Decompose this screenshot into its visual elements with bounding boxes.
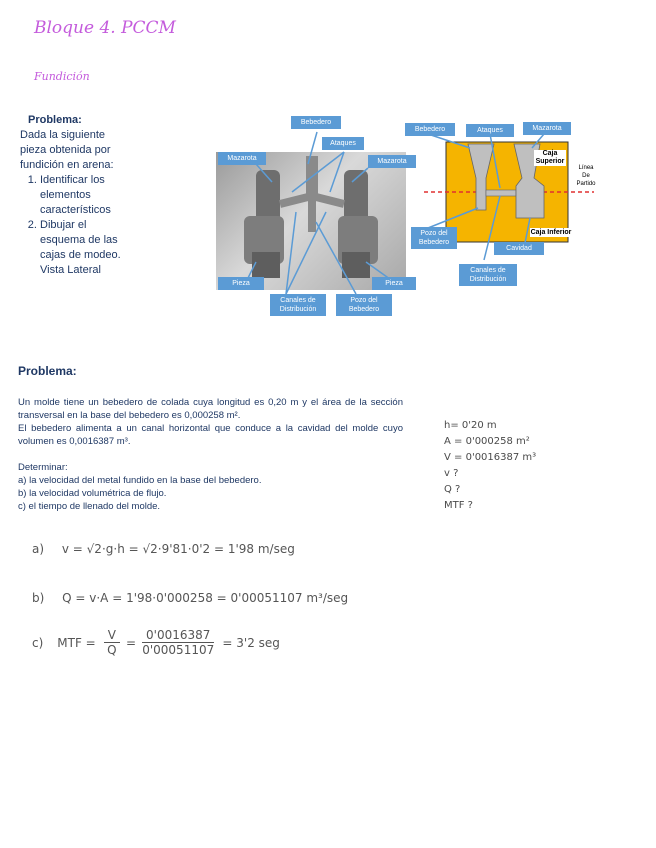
fraction1-denominator: Q <box>107 643 117 657</box>
problem2-item: b) la velocidad volumétrica de flujo. <box>18 488 167 499</box>
label-canales-distribucion: Canales de Distribución <box>459 264 517 286</box>
unknown-q: Q ? <box>444 484 461 495</box>
fraction2-numerator: 0'0016387 <box>142 628 214 643</box>
label-mazarota: Mazarota <box>218 152 266 165</box>
label-bebedero: Bebedero <box>405 123 455 136</box>
label-ataques: Ataques <box>466 124 514 137</box>
problem1-intro: Dada la siguiente pieza obtenida por fundición en arena: <box>20 129 114 171</box>
given-h: h= 0'20 m <box>444 420 497 431</box>
solution-c-result: = 3'2 seg <box>222 635 280 650</box>
label-caja-superior: Caja Superior <box>535 150 565 165</box>
label-pieza: Pieza <box>372 277 416 290</box>
label-ataques: Ataques <box>322 137 364 150</box>
solution-b-expr: Q = v·A = 1'98·0'000258 = 0'00051107 m³/seg <box>62 591 349 605</box>
label-lineas-partido: Línea De Partido <box>576 165 596 187</box>
label-pozo-bebedero: Pozo del Bebedero <box>336 294 392 316</box>
label-pieza: Pieza <box>218 277 264 290</box>
solution-b <box>32 591 348 605</box>
given-v: V = 0'0016387 m³ <box>444 452 537 463</box>
left-figure-leaders <box>216 112 406 322</box>
solution-a <box>32 542 295 556</box>
fraction2-denominator: 0'00051107 <box>142 643 215 657</box>
unknown-v: v ? <box>444 468 459 479</box>
solution-b-label: b) <box>32 591 45 605</box>
problem1-step: 1. Identificar los elementos característicos <box>40 173 125 218</box>
problem2-paragraph: Un molde tiene un bebedero de colada cuya longitud es 0,20 m y el área de la sección transversal en la base del bebedero es 0,000258 m². <box>18 397 403 421</box>
page-title: Bloque 4. PCCM <box>34 18 176 38</box>
solution-c: c) MTF = $\frac{V}{Q}$ = $\frac{0'0016387}{0'00051107}$ = 3'2 seg <box>32 628 280 657</box>
problem2-heading: Problema: <box>18 364 77 378</box>
fraction1-numerator: V <box>104 628 120 643</box>
problem1-step: 2. Dibujar el esquema de las cajas de modeo. Vista Lateral <box>40 218 125 278</box>
label-caja-inferior: Caja Inferior <box>530 229 572 236</box>
problem2-item: a) la velocidad del metal fundido en la base del bebedero. <box>18 475 262 486</box>
label-cavidad: Cavidad <box>494 242 544 255</box>
solution-a-expr: v = √2·g·h = √2·9'81·0'2 = 1'98 m/seg <box>61 542 295 556</box>
solution-c-label: c) <box>32 635 44 650</box>
solution-c-lhs: MTF = <box>57 635 96 650</box>
problem2-item: c) el tiempo de llenado del molde. <box>18 501 161 512</box>
label-bebedero: Bebedero <box>291 116 341 129</box>
problem1-heading: Problema: <box>28 114 82 126</box>
problem2-paragraph: El bebedero alimenta a un canal horizontal que conduce a la cavidad del molde cuyo volumen es 0,0016387 m³. <box>18 423 403 447</box>
unknown-mtf: MTF ? <box>444 500 473 511</box>
label-pozo-bebedero: Pozo del Bebedero <box>411 227 457 249</box>
problem1-block <box>20 113 125 278</box>
label-canales-distribucion: Canales de Distribución <box>270 294 326 316</box>
problem2-determine: Determinar: <box>18 462 68 473</box>
problem1-steps <box>20 173 125 278</box>
label-mazarota: Mazarota <box>368 155 416 168</box>
problem2-statement <box>18 396 403 513</box>
solution-a-label: a) <box>32 542 45 556</box>
section-subtitle: Fundición <box>34 70 90 83</box>
label-mazarota: Mazarota <box>523 122 571 135</box>
given-values <box>444 418 536 514</box>
given-a: A = 0'000258 m² <box>444 436 530 447</box>
